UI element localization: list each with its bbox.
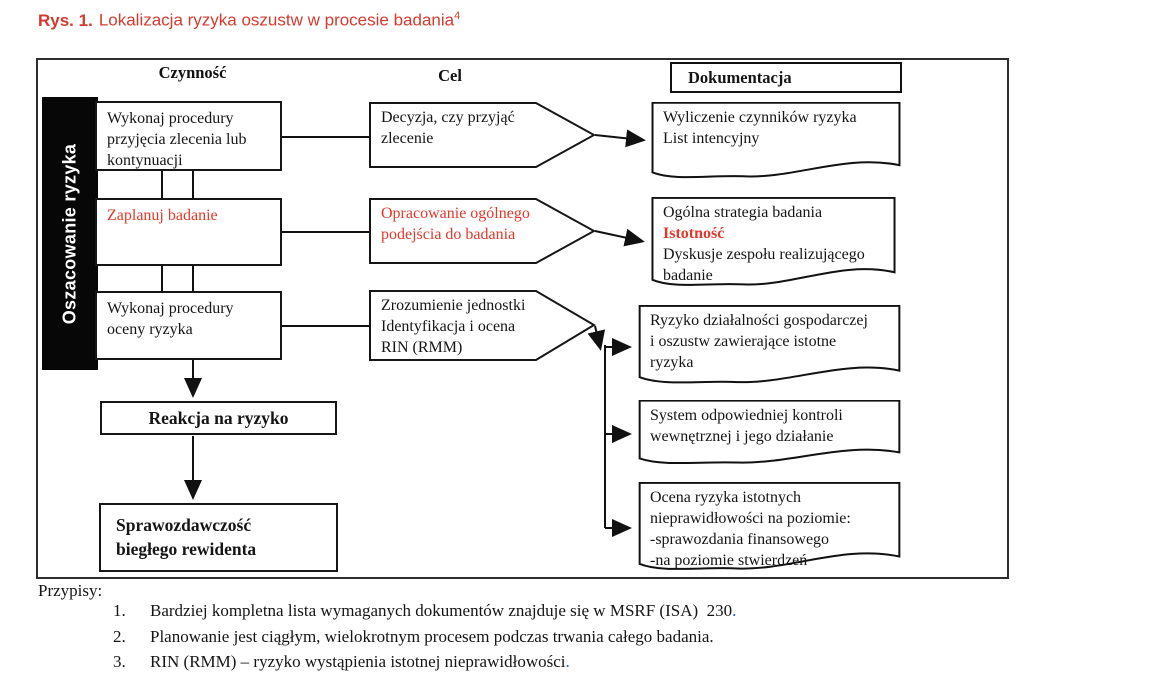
document-box-audit-strategy (650, 197, 897, 290)
footnote-text: Planowanie jest ciągłym, wielokrotnym procesem podczas trwania całego badania. (150, 627, 714, 646)
figure-caption (38, 10, 460, 31)
activity-box-plan-audit (95, 198, 282, 266)
footnote-text: Bardziej kompletna lista wymaganych dokumentów znajduje się w MSRF (ISA) 230 (150, 601, 733, 620)
text-line: podejścia do badania (381, 226, 516, 243)
footnote-period: . (565, 652, 570, 671)
text-line: -na poziomie stwierdzeń (650, 552, 808, 569)
text-line: Zrozumienie jednostki (381, 297, 526, 314)
text-line: badanie (663, 267, 713, 284)
text-line: Wykonaj procedury (107, 110, 234, 127)
footnote-number: 2. (113, 627, 126, 646)
footnote-period: . (732, 601, 737, 620)
text-line: List intencyjny (663, 130, 760, 147)
text-line: Wyliczenie czynników ryzyka (663, 109, 857, 126)
document-box-risk-factors (650, 102, 902, 182)
text-line: Ogólna strategia badania (663, 204, 823, 221)
text-line: przyjęcia zlecenia lub (107, 131, 247, 148)
text-line: -sprawozdania finansowego (650, 531, 830, 548)
text-line: Istotność (663, 225, 725, 242)
figure-label: Rys. 1. (38, 10, 93, 30)
footnote-item (113, 627, 714, 647)
text-line: Decyzja, czy przyjąć (381, 109, 515, 126)
figure-superscript: 4 (454, 10, 461, 22)
phase-bar (42, 97, 98, 370)
column-header-goal: Cel (438, 66, 462, 85)
text-line: nieprawidłowości na poziomie: (650, 510, 851, 527)
text-line: RIN (RMM) (381, 339, 463, 356)
text-line: Opracowanie ogólnego (381, 205, 530, 222)
document-box-internal-control (637, 400, 902, 468)
footnotes-heading: Przypisy: (38, 581, 103, 600)
footnote-number: 1. (113, 601, 126, 620)
text-line: wewnętrznej i jego działanie (650, 428, 834, 445)
goal-pentagon-understand-entity (369, 290, 596, 361)
footnote-item (113, 601, 736, 621)
text-line: Identyfikacja i ocena (381, 318, 516, 335)
goal-pentagon-overall-approach (369, 198, 596, 264)
text-line: Ocena ryzyka istotnych (650, 489, 802, 506)
text-line: Zaplanuj badanie (107, 207, 218, 224)
column-header-documentation: Dokumentacja (670, 62, 902, 93)
footnote-text: RIN (RMM) – ryzyko wystąpienia istotnej nieprawidłowości (150, 652, 566, 671)
footnote-number: 3. (113, 652, 126, 671)
footnote-item (113, 652, 570, 672)
document-box-business-fraud-risks (637, 305, 902, 387)
text-line: Sprawozdawczość (116, 515, 252, 535)
text-line: oceny ryzyka (107, 321, 193, 338)
flow-box-auditor-reporting (99, 503, 338, 572)
document-box-misstatement-risk-assessment (637, 482, 902, 574)
text-line: biegłego rewidenta (116, 539, 257, 559)
flow-box-risk-response: Reakcja na ryzyko (100, 401, 337, 435)
text-line: Ryzyko działalności gospodarczej (650, 312, 868, 329)
activity-box-accept-engagement (95, 101, 282, 171)
column-header-activity: Czynność (158, 63, 227, 82)
figure-title-text: Lokalizacja ryzyka oszustw w procesie badania (98, 10, 455, 30)
goal-pentagon-accept-decision (369, 102, 596, 168)
text-line: Wykonaj procedury (107, 300, 234, 317)
text-line: zlecenie (381, 130, 434, 147)
text-line: Dyskusje zespołu realizującego (663, 246, 865, 263)
activity-box-risk-assessment-procedures (95, 291, 282, 360)
text-line: ryzyka (650, 354, 694, 371)
phase-bar-label: Oszacowanie ryzyka (59, 143, 80, 324)
text-line: i oszustw zawierające istotne (650, 333, 837, 350)
text-line: System odpowiedniej kontroli (650, 407, 843, 424)
text-line: kontynuacji (107, 152, 183, 169)
